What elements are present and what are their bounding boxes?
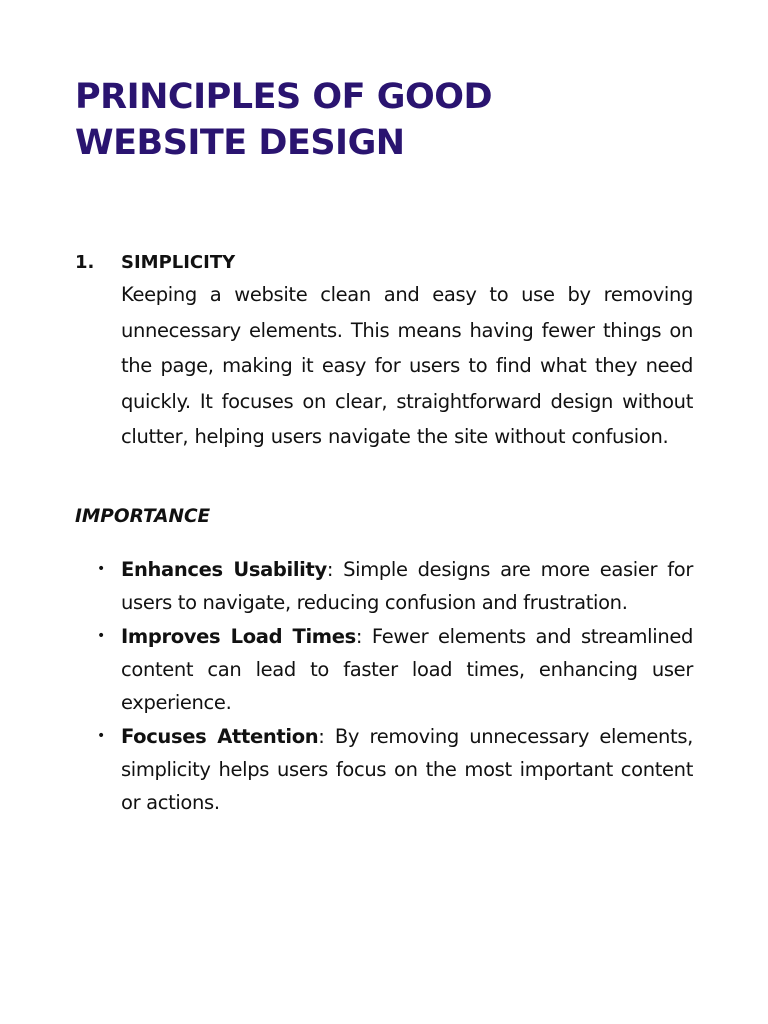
bullet-text: Fewer elements and streamlined content can lead to faster load times, enhancing user experience.	[121, 625, 694, 714]
bullet-separator: :	[318, 725, 325, 748]
bullet-item-enhances-usability	[97, 553, 693, 619]
bullet-text: By removing unnecessary elements, simplicity helps users focus on the most important content or actions.	[121, 725, 693, 814]
importance-label: IMPORTANCE	[75, 506, 211, 527]
bullet-icon: •	[97, 628, 105, 644]
section-heading	[75, 250, 695, 276]
title-line-1: PRINCIPLES OF GOOD	[75, 77, 493, 117]
bullet-term: Focuses Attention	[121, 725, 319, 748]
title-line-2: WEBSITE DESIGN	[75, 123, 405, 163]
page-title	[75, 74, 695, 166]
importance-bullet-list	[97, 553, 694, 820]
section-number: 1.	[75, 252, 95, 273]
bullet-term: Improves Load Times	[121, 625, 356, 648]
bullet-term: Enhances Usability	[121, 558, 327, 581]
bullet-icon: •	[97, 561, 105, 577]
bullet-item-improves-load-times	[97, 620, 694, 719]
bullet-text: Simple designs are more easier for users to navigate, reducing confusion and frustration.	[121, 558, 693, 614]
section-body-paragraph: Keeping a website clean and easy to use by removing unnecessary elements. This means having fewer things on the page, making it easy for users to find what they need quickly. It focuses on clear, straightforward design without clutter, helping users navigate the site without confusion.	[121, 283, 693, 448]
bullet-separator: :	[326, 558, 334, 581]
bullet-separator: :	[355, 625, 363, 648]
section-title: SIMPLICITY	[121, 252, 236, 273]
bullet-icon: •	[97, 728, 105, 744]
bullet-item-focuses-attention	[97, 720, 693, 819]
